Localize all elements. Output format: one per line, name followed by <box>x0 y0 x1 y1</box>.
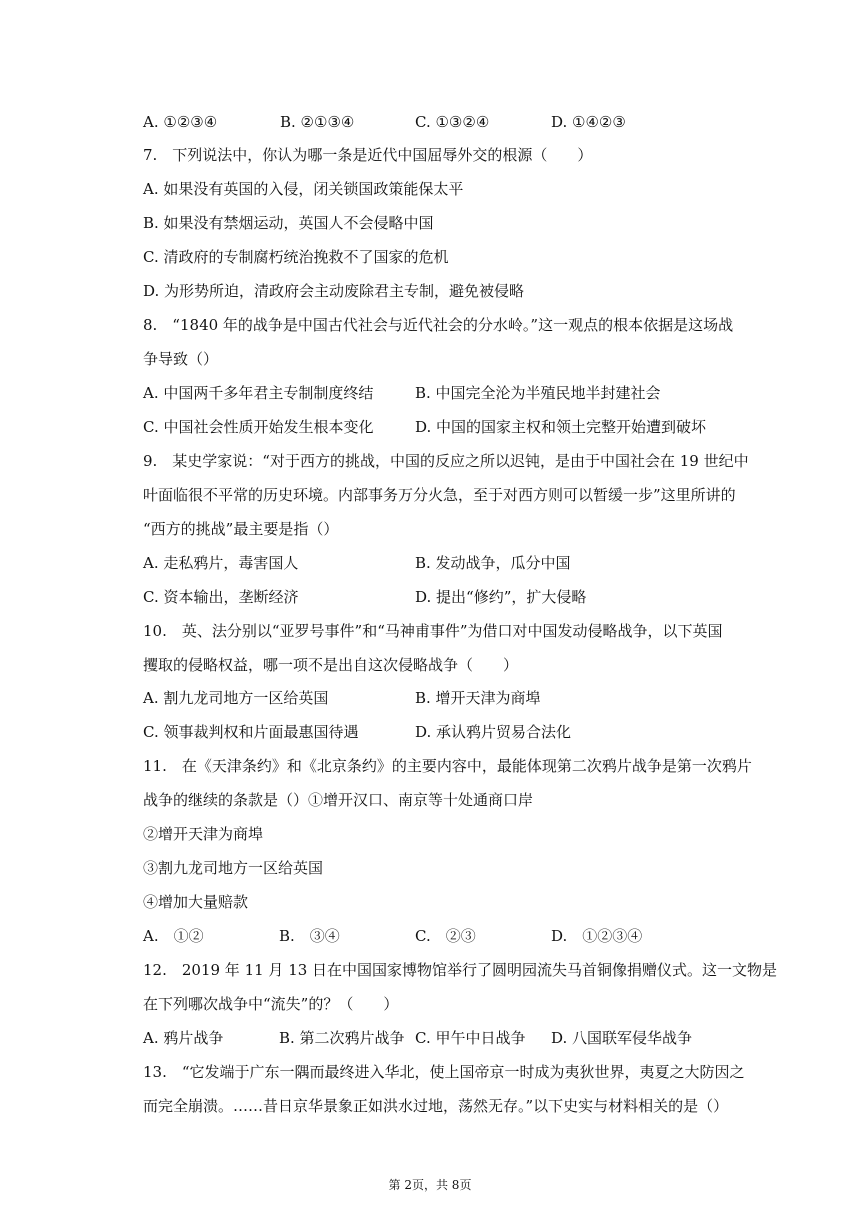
q9-option-b: B. 发动战争，瓜分中国 <box>415 554 571 572</box>
q8-stem-line-1: 8. “1840 年的战争是中国古代社会与近代社会的分水岭。”这一观点的根本依据是这场战 <box>143 316 734 334</box>
q10-option-c: C. 领事裁判权和片面最惠国待遇 <box>143 723 359 741</box>
q11-item-2: ②增开天津为商埠 <box>143 825 264 843</box>
q10-stem-line-2: 攫取的侵略权益，哪一项不是出自这次侵略战争（ ） <box>143 656 519 674</box>
q11-item-3: ③割九龙司地方一区给英国 <box>143 859 324 877</box>
q9-stem-line-3: “西方的挑战”最主要是指（） <box>143 520 339 538</box>
q8-stem-line-2: 争导致（） <box>143 350 219 368</box>
q11-stem-line-2: 战争的继续的条款是（）①增开汉口、南京等十处通商口岸 <box>143 791 534 809</box>
q7-option-b: B. 如果没有禁烟运动，英国人不会侵略中国 <box>143 214 434 232</box>
q6-option-d: D. ①④②③ <box>551 113 626 131</box>
q7-option-c: C. 清政府的专制腐朽统治挽救不了国家的危机 <box>143 248 449 266</box>
q12-option-d: D. 八国联军侵华战争 <box>551 1029 693 1047</box>
q9-option-c: C. 资本输出，垄断经济 <box>143 588 299 606</box>
q8-option-d: D. 中国的国家主权和领土完整开始遭到破坏 <box>415 418 707 436</box>
q11-stem-line-1: 11. 在《天津条约》和《北京条约》的主要内容中，最能体现第二次鸦片战争是第一次鸦片 <box>143 757 752 775</box>
q7-option-d: D. 为形势所迫，清政府会主动废除君主专制，避免被侵略 <box>143 282 525 300</box>
q10-stem-line-1: 10. 英、法分别以“亚罗号事件”和“马神甫事件”为借口对中国发动侵略战争，以下英国 <box>143 622 723 640</box>
q6-option-c: C. ①③②④ <box>415 113 490 131</box>
q11-option-a: A. ①② <box>143 927 204 945</box>
q11-item-4: ④增加大量赔款 <box>143 893 249 911</box>
q11-option-b: B. ③④ <box>279 927 340 945</box>
q6-option-b: B. ②①③④ <box>280 113 355 131</box>
q9-option-d: D. 提出“修约”，扩大侵略 <box>415 588 587 606</box>
q7-option-a: A. 如果没有英国的入侵，闭关锁国政策能保太平 <box>143 180 464 198</box>
q10-option-b: B. 增开天津为商埠 <box>415 689 541 707</box>
q12-stem-line-2: 在下列哪次战争中“流失”的？（ ） <box>143 995 399 1013</box>
q10-option-a: A. 割九龙司地方一区给英国 <box>143 689 329 707</box>
q12-option-b: B. 第二次鸦片战争 <box>279 1029 405 1047</box>
q6-option-a: A. ①②③④ <box>143 113 218 131</box>
q7-stem: 7. 下列说法中，你认为哪一条是近代中国屈辱外交的根源（ ） <box>143 146 593 164</box>
q10-option-d: D. 承认鸦片贸易合法化 <box>415 723 572 741</box>
q8-option-c: C. 中国社会性质开始发生根本变化 <box>143 418 374 436</box>
q13-stem-line-2: 而完全崩溃。……昔日京华景象正如洪水过地，荡然无存。”以下史实与材料相关的是（） <box>143 1097 729 1115</box>
q9-option-a: A. 走私鸦片，毒害国人 <box>143 554 299 572</box>
q9-stem-line-1: 9. 某史学家说：“对于西方的挑战，中国的反应之所以迟钝，是由于中国社会在 19 世纪中 <box>143 452 749 470</box>
q11-option-c: C. ②③ <box>415 927 476 945</box>
q13-stem-line-1: 13. “它发端于广东一隅而最终进入华北，使上国帝京一时成为夷狄世界，夷夏之大防因之 <box>143 1063 745 1081</box>
q9-stem-line-2: 叶面临很不平常的历史环境。内部事务万分火急，至于对西方则可以暂缓一步”这里所讲的 <box>143 486 736 504</box>
q8-option-a: A. 中国两千多年君主专制制度终结 <box>143 384 374 402</box>
q12-stem-line-1: 12. 2019 年 11 月 13 日在中国国家博物馆举行了圆明园流失马首铜像捐赠仪式。这一文物是 <box>143 961 778 979</box>
q12-option-c: C. 甲午中日战争 <box>415 1029 526 1047</box>
q11-option-d: D. ①②③④ <box>551 927 643 945</box>
page-footer: 第 2页，共 8页 <box>388 1178 472 1192</box>
q8-option-b: B. 中国完全沦为半殖民地半封建社会 <box>415 384 661 402</box>
q12-option-a: A. 鸦片战争 <box>143 1029 224 1047</box>
